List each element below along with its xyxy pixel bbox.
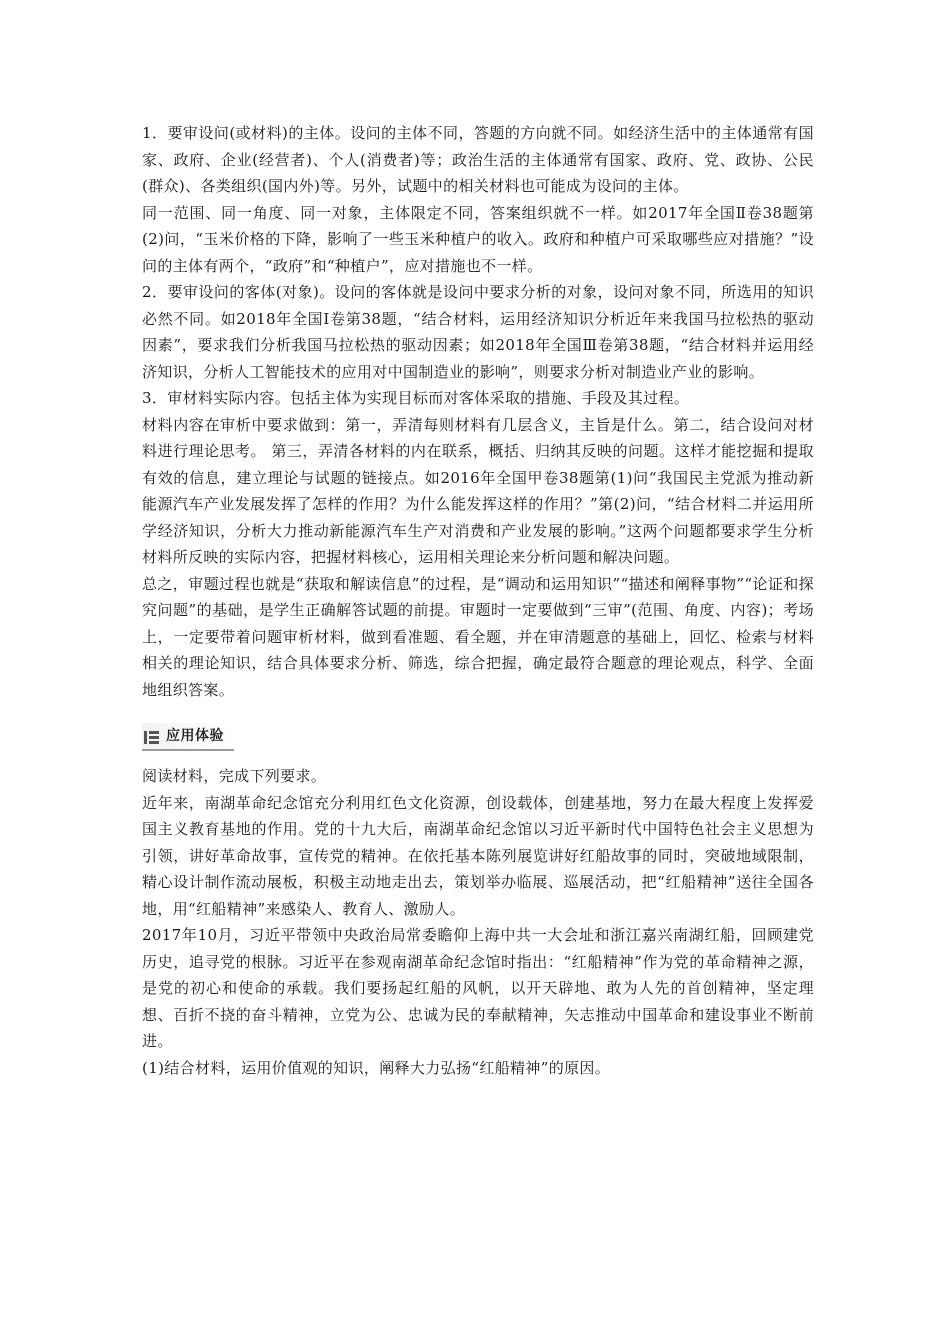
paragraph-material-requirements: 材料内容在审析中要求做到：第一，弄清每则材料有几层含义，主旨是什么。第二，结合设问对材料进行理论思考。 第三，弄清各材料的内在联系，概括、归纳其反映的问题。这样才能挖掘和提取有效的信息，建立理论与试题的链接点。如2016年全国甲卷38题第(1)问“我国民主党派为推动新能源汽车产业发展发挥了怎样的作用？为什么能发挥这样的作用？”第(2)问，“结合材料二并运用所学经济知识，分析大力推动新能源汽车生产对消费和产业发展的影响。”这两个问题都要求学生分析材料所反映的实际内容，把握材料核心，运用相关理论来分析问题和解决问题。	[142, 415, 814, 566]
list-icon	[144, 729, 159, 742]
paragraph-material: 3．审材料实际内容。包括主体为实现目标而对客体采取的措施、手段及其过程。	[142, 389, 690, 407]
exercise-section	[142, 763, 814, 1081]
exercise-question: (1)结合材料，运用价值观的知识，阐释大力弘扬“红船精神”的原因。	[142, 1058, 611, 1077]
paragraph-summary: 总之，审题过程也就是“获取和解读信息”的过程，是“调动和运用知识”“描述和阐释事物”“论证和探究问题”的基础，是学生正确解答试题的前提。审题时一定要做到“三审”(范围、角度、内容)；考场上，一定要带着问题审析材料，做到看准题、看全题，并在审清题意的基础上，回忆、检索与材料相关的理论知识，结合具体要求分析、筛选，综合把握，确定最符合题意的理论观点，科学、全面地组织答案。	[142, 574, 814, 699]
section-title: 应用体验	[166, 728, 224, 744]
paragraph-subject: 1．要审设问(或材料)的主体。设问的主体不同，答题的方向就不同。如经济生活中的主体通常有国家、政府、企业(经营者)、个人(消费者)等；政治生活的主体通常有国家、政府、党、政协、公民(群众)、各类组织(国内外)等。另外，试题中的相关材料也可能成为设问的主体。	[142, 124, 814, 195]
section-heading	[142, 723, 234, 751]
paragraph-subject-example: 同一范围、同一角度、同一对象，主体限定不同，答案组织就不一样。如2017年全国Ⅱ卷38题第(2)问，“玉米价格的下降，影响了一些玉米种植户的收入。政府和种植户可采取哪些应对措施？”设问的主体有两个，“政府”和“种植户”，应对措施也不一样。	[142, 203, 814, 275]
exercise-material-one: 近年来，南湖革命纪念馆充分利用红色文化资源，创设载体，创建基地，努力在最大程度上发挥爱国主义教育基地的作用。党的十九大后，南湖革命纪念馆以习近平新时代中国特色社会主义思想为引领，讲好革命故事，宣传党的精神。在依托基本陈列展览讲好红船故事的同时，突破地域限制，精心设计制作流动展板，积极主动地走出去，策划举办临展、巡展活动，把“红船精神”送往全国各地，用“红船精神”来感染人、教育人、激励人。	[142, 793, 814, 918]
document-page	[142, 120, 814, 1081]
exercise-material-two: 2017年10月，习近平带领中央政治局常委瞻仰上海中共一大会址和浙江嘉兴南湖红船，回顾建党历史，追寻党的根脉。习近平在参观南湖革命纪念馆时指出：“红船精神”作为党的革命精神之源，是党的初心和使命的承载。我们要扬起红船的风帆，以开天辟地、敢为人先的首创精神，坚定理想、百折不挠的奋斗精神，立党为公、忠诚为民的奉献精神，矢志推动中国革命和建设事业不断前进。	[142, 926, 814, 1050]
exercise-instruction: 阅读材料，完成下列要求。	[142, 767, 327, 785]
paragraph-object: 2．要审设问的客体(对象)。设问的客体就是设问中要求分析的对象，设问对象不同，所选用的知识必然不同。如2018年全国Ⅰ卷第38题，“结合材料，运用经济知识分析近年来我国马拉松热的驱动因素”，要求我们分析我国马拉松热的驱动因素；如2018年全国Ⅲ卷第38题，“结合材料并运用经济知识，分析人工智能技术的应用对中国制造业的影响”，则要求分析对制造业产业的影响。	[142, 283, 814, 381]
intro-section	[142, 120, 814, 703]
